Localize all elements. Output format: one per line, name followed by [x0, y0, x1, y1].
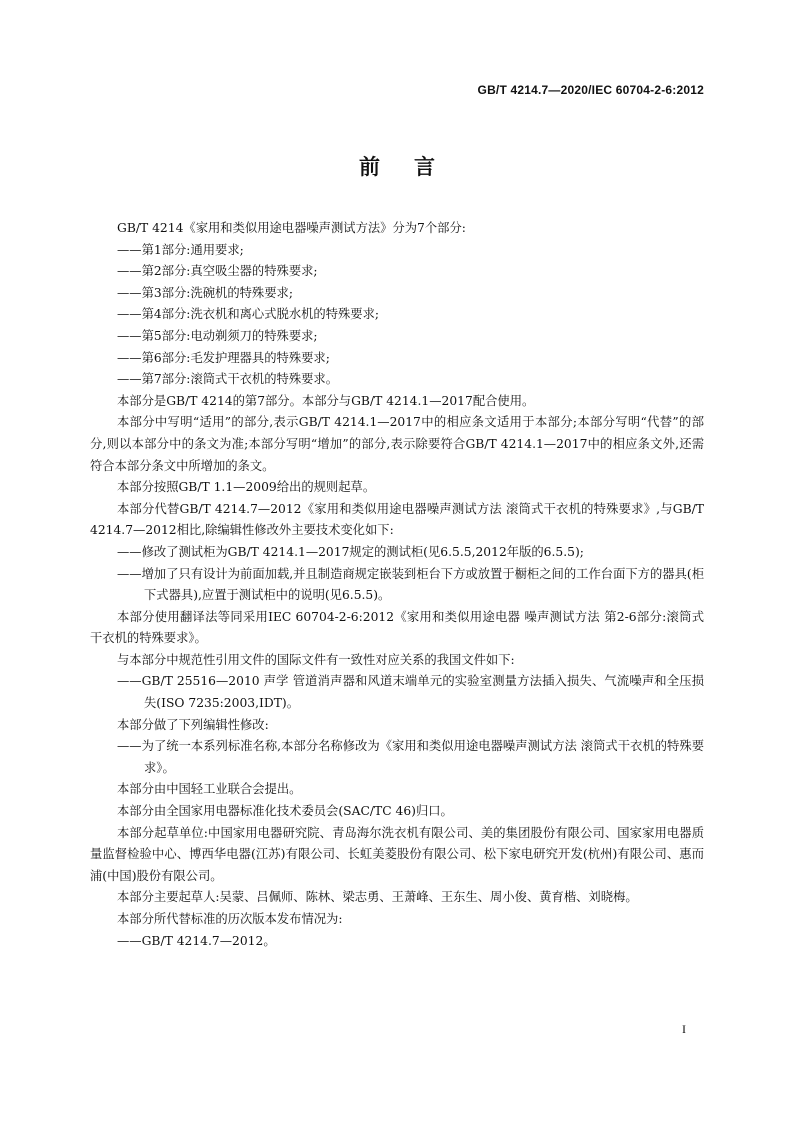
paragraph: 本部分按照GB/T 1.1—2009给出的规则起草。	[117, 480, 376, 495]
list-item: ——第7部分:滚筒式干衣机的特殊要求。	[117, 372, 339, 387]
foreword-body	[90, 218, 704, 952]
list-item: ——为了统一本系列标准名称,本部分名称修改为《家用和类似用途电器噪声测试方法 滚筒式干衣机的特殊要求》。	[117, 739, 704, 775]
paragraph: 本部分做了下列编辑性修改:	[117, 717, 269, 732]
page-number: I	[682, 1022, 686, 1036]
list-item: ——第3部分:洗碗机的特殊要求;	[117, 285, 293, 300]
list-item: ——第4部分:洗衣机和离心式脱水机的特殊要求;	[117, 307, 380, 322]
paragraph: 本部分是GB/T 4214的第7部分。本部分与GB/T 4214.1—2017配合使用。	[117, 393, 535, 408]
list-item: ——第6部分:毛发护理器具的特殊要求;	[117, 350, 330, 365]
paragraph: 本部分代替GB/T 4214.7—2012《家用和类似用途电器噪声测试方法 滚筒式干衣机的特殊要求》,与GB/T 4214.7—2012相比,除编辑性修改外主要技术变化如下:	[90, 501, 704, 538]
paragraph: 本部分由全国家用电器标准化技术委员会(SAC/TC 46)归口。	[117, 804, 453, 819]
page-title	[0, 151, 794, 181]
list-item: ——GB/T 25516—2010 声学 管道消声器和风道末端单元的实验室测量方法插入损失、气流噪声和全压损失(ISO 7235:2003,IDT)。	[117, 674, 704, 711]
paragraph: 本部分起草单位:中国家用电器研究院、青岛海尔洗衣机有限公司、美的集团股份有限公司、国家家用电器质量监督检验中心、博西华电器(江苏)有限公司、长虹美菱股份有限公司、松下家电研究开发(杭州)有限公司、惠而浦(中国)股份有限公司。	[90, 825, 704, 883]
list-item: ——第5部分:电动剃须刀的特殊要求;	[117, 328, 318, 343]
paragraph: 本部分中写明“适用”的部分,表示GB/T 4214.1—2017中的相应条文适用于本部分;本部分写明“代替”的部分,则以本部分中的条文为准;本部分写明“增加”的部分,表示除要符合GB/T 4214.1—2017中的相应条文外,还需符合本部分条文中所增加的条文。	[90, 415, 704, 473]
page-title-char-2: 言	[414, 155, 435, 179]
standard-number-header: GB/T 4214.7—2020/IEC 60704-2-6:2012	[477, 83, 704, 97]
list-item: ——增加了只有设计为前面加载,并且制造商规定嵌装到柜台下方或放置于橱柜之间的工作台面下方的器具(柜下式器具),应置于测试柜中的说明(见6.5.5)。	[117, 566, 704, 603]
list-item: ——GB/T 4214.7—2012。	[117, 933, 276, 948]
list-item: ——第1部分:通用要求;	[117, 242, 244, 257]
list-item: ——第2部分:真空吸尘器的特殊要求;	[117, 264, 318, 279]
paragraph: GB/T 4214《家用和类似用途电器噪声测试方法》分为7个部分:	[117, 221, 466, 235]
paragraph: 本部分所代替标准的历次版本发布情况为:	[117, 912, 343, 926]
paragraph: 本部分主要起草人:吴蒙、吕佩师、陈林、梁志勇、王萧峰、王东生、周小俊、黄育楷、刘晓梅。	[117, 890, 638, 905]
paragraph: 本部分使用翻译法等同采用IEC 60704-2-6:2012《家用和类似用途电器 噪声测试方法 第2-6部分:滚筒式干衣机的特殊要求》。	[90, 609, 704, 646]
paragraph: 与本部分中规范性引用文件的国际文件有一致性对应关系的我国文件如下:	[117, 652, 515, 667]
page-title-char-1: 前	[359, 155, 380, 179]
paragraph: 本部分由中国轻工业联合会提出。	[117, 782, 302, 797]
list-item: ——修改了测试柜为GB/T 4214.1—2017规定的测试柜(见6.5.5,2012年版的6.5.5);	[117, 544, 584, 559]
